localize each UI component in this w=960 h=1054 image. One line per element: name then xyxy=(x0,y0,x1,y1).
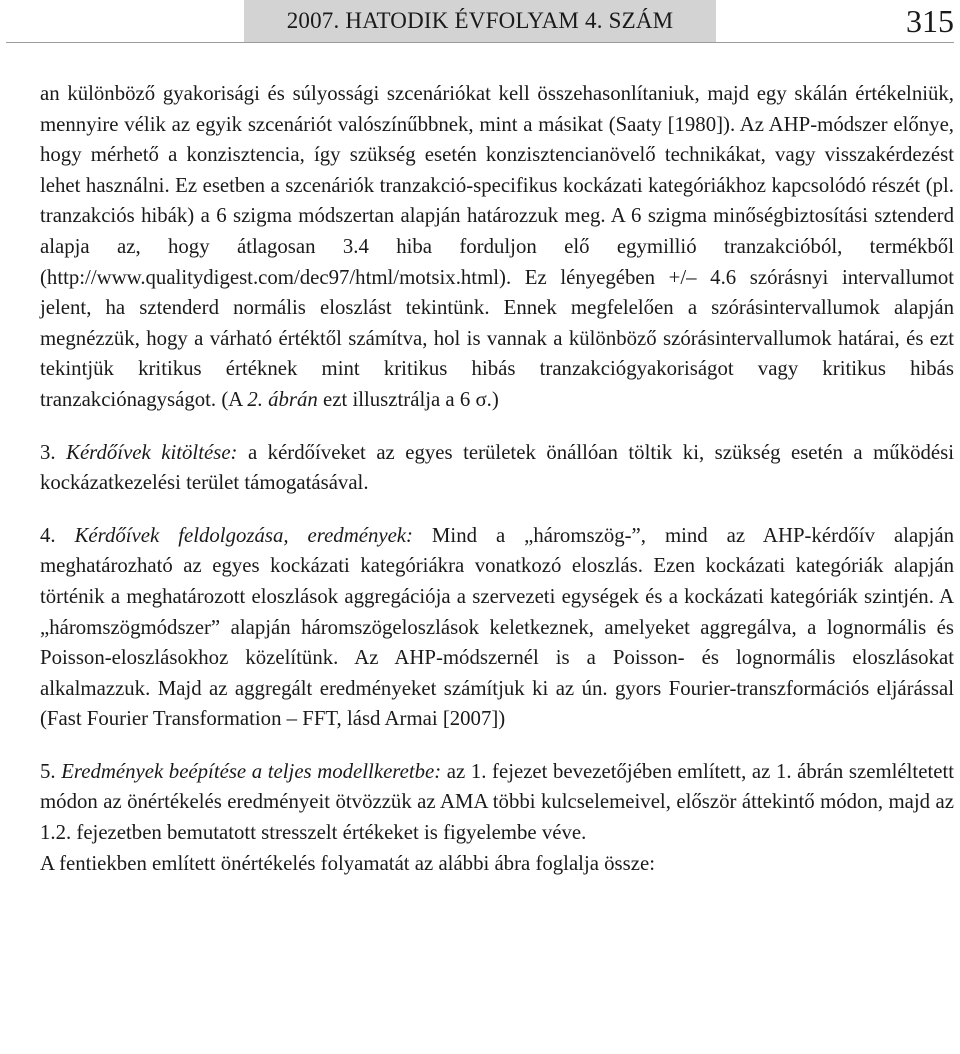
list-item-text: a kérdőíveket az egyes területek önállóan töltik ki, szükség esetén a működési kockázatkezelési terület támogatásával. xyxy=(40,440,954,495)
closing-sentence: A fentiekben említett önértékelés folyamatát az alábbi ábra foglalja össze: xyxy=(40,851,655,875)
page-number: 315 xyxy=(906,3,954,39)
list-item-4 xyxy=(40,521,954,735)
list-item-number: 3. xyxy=(40,440,67,464)
list-item-text: Mind a „háromszög-”, mind az AHP-kérdőív alapján meghatározható az egyes kockázati kategóriákra vonatkozó eloszlás. Ezen kockázati kategóriák alapján történik a meghatározott eloszlások aggregációja a szervezeti egységek és a kockázati kategóriák szintjén. A „háromszögmódszer” alapján háromszögeloszlások keletkeznek, amelyeket aggregálva, a lognormális és Poisson-eloszlásokhoz közelítünk. Az AHP-módszernél is a Poisson- és lognormális eloszlásokat alkalmazzuk. Majd az aggregált eredményeket számítjuk ki az ún. gyors Fourier-transzformációs eljárással (Fast Fourier Transformation – FFT, lásd Armai [2007]) xyxy=(40,523,954,731)
list-item-text: az 1. fejezet bevezetőjében említett, az 1. ábrán szemléltetett módon az önértékelés eredményeit ötvözzük az AMA többi kulcselemeivel, először áttekintő módon, majd az 1.2. fejezetben bemutatott stresszelt értékeket is figyelembe véve. xyxy=(40,759,955,845)
paragraph-text-end: ezt illusztrálja a 6 σ.) xyxy=(317,387,499,411)
list-item-5 xyxy=(40,757,954,849)
header-rule xyxy=(6,42,954,43)
list-item-title: Eredmények beépítése a teljes modellkeretbe: xyxy=(61,759,442,783)
list-item-3 xyxy=(40,438,954,499)
list-item-title: Kérdőívek kitöltése: xyxy=(66,440,238,464)
body-text xyxy=(40,79,954,879)
paragraph-text: an különböző gyakorisági és súlyossági szcenáriókat kell összehasonlítaniuk, majd egy skálán értékelniük, mennyire vélik az egyik szcenáriót valószínűbbnek, mint a másikat (Saaty [1980]). Az AHP-módszer előnye, hogy mérhető a konzisztencia, így szükség esetén konzisztencianövelő technikákat, vagy visszakérdezést lehet használni. Ez esetben a szcenáriók tranzakció-specifikus kockázati kategóriákhoz kapcsolódó részét (pl. tranzakciós hibák) a 6 szigma módszertan alapján határozzuk meg. A 6 szigma minőségbiztosítási sztenderd alapja az, hogy átlagosan 3.4 hiba forduljon elő egymillió tranzakcióból, termékből (http://www.qualitydigest.com/dec97/html/motsix.html). Ez lényegében +/– 4.6 szórásnyi intervallumot jelent, ha sztenderd normális eloszlást tekintünk. Ennek megfelelően a szórásintervallumok alapján megnézzük, hogy a várható értéktől számítva, hol is vannak a különböző szórásintervallumok határai, és ezt tekintjük kritikus értéknek mint kritikus hibás tranzakciógyakoriságot vagy kritikus hibás tranzakciónagyságot. (A xyxy=(40,82,954,411)
paragraph-ahp-six-sigma xyxy=(40,79,954,416)
running-title: 2007. HATODIK ÉVFOLYAM 4. SZÁM xyxy=(286,8,674,33)
figure-reference: 2. ábrán xyxy=(247,387,318,411)
running-header xyxy=(244,0,716,42)
list-item-number: 5. xyxy=(40,759,62,783)
list-item-number: 4. xyxy=(40,523,75,547)
list-item-title: Kérdőívek feldolgozása, eredmények: xyxy=(74,523,413,547)
